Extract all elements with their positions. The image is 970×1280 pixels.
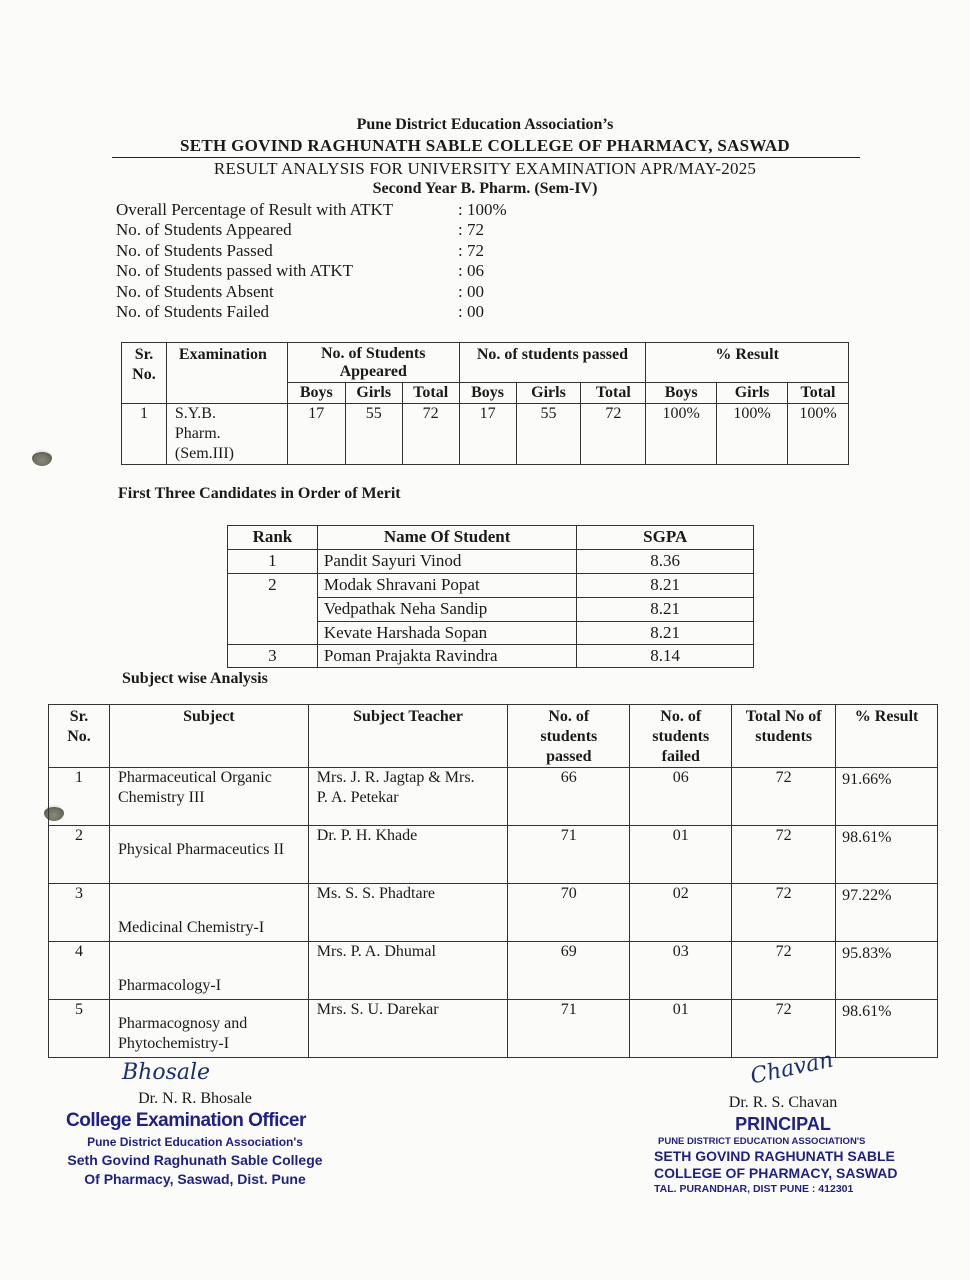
subject-analysis-heading: Subject wise Analysis xyxy=(122,670,268,687)
header-appeared-girls: Girls xyxy=(345,383,402,404)
cell-passed: 70 xyxy=(508,884,630,942)
cell-teacher: Mrs. S. U. Darekar xyxy=(308,1000,508,1058)
header-appeared-boys: Boys xyxy=(287,383,345,404)
principal-stamp-line: SETH GOVIND RAGHUNATH SABLE xyxy=(654,1148,895,1164)
cell-sgpa: 8.21 xyxy=(577,574,754,598)
table-row xyxy=(122,404,849,465)
subject-analysis-table xyxy=(48,704,938,1058)
header-appeared: No. of Students Appeared xyxy=(287,343,459,383)
cell-rank: 2 xyxy=(228,574,318,645)
header-total: Total No of students xyxy=(732,705,836,768)
cell-failed: 01 xyxy=(630,826,732,884)
cell-passed-total: 72 xyxy=(581,404,646,465)
header-teacher: Subject Teacher xyxy=(308,705,508,768)
cell-total: 72 xyxy=(732,826,836,884)
header-sr-no: Sr. No. xyxy=(49,705,110,768)
cell-total: 72 xyxy=(732,1000,836,1058)
exam-summary-table xyxy=(121,342,849,465)
table-row xyxy=(228,550,754,574)
summary-value: : 06 xyxy=(458,261,484,280)
cell-total: 72 xyxy=(732,768,836,826)
principal-signature: Chavan xyxy=(748,1047,836,1090)
cell-subject: Pharmacology-I xyxy=(109,942,308,1000)
cell-student-name: Pandit Sayuri Vinod xyxy=(317,550,577,574)
cell-examination: S.Y.B. Pharm. (Sem.III) xyxy=(166,404,287,465)
exam-officer-signature: Bhosale xyxy=(122,1060,211,1085)
cell-sgpa: 8.21 xyxy=(577,598,754,622)
table-row xyxy=(228,574,754,598)
table-row xyxy=(228,645,754,668)
header-sr-no: Sr. No. xyxy=(122,343,167,404)
year-title: Second Year B. Pharm. (Sem-IV) xyxy=(372,180,598,197)
cell-sgpa: 8.14 xyxy=(577,645,754,668)
cell-passed: 66 xyxy=(508,768,630,826)
header-student-name: Name Of Student xyxy=(317,526,577,550)
exam-officer-signature-block xyxy=(60,1060,330,1189)
cell-result-girls: 100% xyxy=(717,404,788,465)
cell-appeared-girls: 55 xyxy=(345,404,402,465)
cell-teacher: Ms. S. S. Phadtare xyxy=(308,884,508,942)
cell-sgpa: 8.36 xyxy=(577,550,754,574)
table-row xyxy=(49,768,938,826)
header-result: % Result xyxy=(646,343,849,383)
cell-failed: 02 xyxy=(630,884,732,942)
cell-sr-no: 2 xyxy=(49,826,110,884)
cell-sr-no: 4 xyxy=(49,942,110,1000)
table-row xyxy=(49,942,938,1000)
cell-result: 91.66% xyxy=(836,768,938,826)
header-rank: Rank xyxy=(228,526,318,550)
cell-subject: Physical Pharmaceutics II xyxy=(109,826,308,884)
cell-result: 98.61% xyxy=(836,826,938,884)
cell-rank: 1 xyxy=(228,550,318,574)
principal-stamp-line: COLLEGE OF PHARMACY, SASWAD xyxy=(654,1165,898,1181)
cell-subject: Pharmaceutical Organic Chemistry III xyxy=(109,768,308,826)
header-subject: Subject xyxy=(109,705,308,768)
cell-failed: 01 xyxy=(630,1000,732,1058)
cell-teacher: Mrs. P. A. Dhumal xyxy=(308,942,508,1000)
cell-passed-girls: 55 xyxy=(516,404,581,465)
exam-officer-name: Dr. N. R. Bhosale xyxy=(138,1090,252,1107)
cell-passed: 69 xyxy=(508,942,630,1000)
cell-subject: Pharmacognosy and Phytochemistry-I xyxy=(109,1000,308,1058)
college-name: SETH GOVIND RAGHUNATH SABLE COLLEGE OF PHARMACY, SASWAD xyxy=(179,136,790,155)
exam-officer-stamp-line: Of Pharmacy, Saswad, Dist. Pune xyxy=(84,1171,306,1187)
cell-sr-no: 1 xyxy=(122,404,167,465)
header-result-girls: Girls xyxy=(717,383,788,404)
header-passed: No. of students passed xyxy=(459,343,646,383)
cell-result: 98.61% xyxy=(836,1000,938,1058)
cell-passed: 71 xyxy=(508,826,630,884)
cell-failed: 06 xyxy=(630,768,732,826)
summary-value: : 00 xyxy=(458,302,484,321)
summary-value: : 100% xyxy=(458,200,507,219)
header-sgpa: SGPA xyxy=(577,526,754,550)
principal-signature-block xyxy=(648,1047,918,1196)
cell-passed: 71 xyxy=(508,1000,630,1058)
cell-total: 72 xyxy=(732,884,836,942)
association-name: Pune District Education Association’s xyxy=(356,116,614,133)
summary-label: No. of Students Appeared xyxy=(116,220,292,239)
summary-label: Overall Percentage of Result with ATKT xyxy=(116,200,394,219)
cell-student-name: Kevate Harshada Sopan xyxy=(317,622,577,645)
summary-label: No. of Students Passed xyxy=(116,241,273,260)
header-appeared-total: Total xyxy=(402,383,459,404)
summary-value: : 72 xyxy=(458,241,484,260)
cell-student-name: Modak Shravani Popat xyxy=(317,574,577,598)
principal-stamp-line: TAL. PURANDHAR, DIST PUNE : 412301 xyxy=(654,1183,854,1195)
table-row xyxy=(49,884,938,942)
header-result-boys: Boys xyxy=(646,383,717,404)
header-examination: Examination xyxy=(166,343,287,404)
cell-result: 95.83% xyxy=(836,942,938,1000)
principal-stamp-line: PUNE DISTRICT EDUCATION ASSOCIATION'S xyxy=(658,1136,866,1147)
cell-sgpa: 8.21 xyxy=(577,622,754,645)
summary-label: No. of Students Absent xyxy=(116,282,274,301)
cell-teacher: Mrs. J. R. Jagtap & Mrs. P. A. Petekar xyxy=(308,768,508,826)
header-passed-total: Total xyxy=(581,383,646,404)
summary-label: No. of Students passed with ATKT xyxy=(116,261,354,280)
header-failed: No. of students failed xyxy=(630,705,732,768)
cell-total: 72 xyxy=(732,942,836,1000)
cell-teacher: Dr. P. H. Khade xyxy=(308,826,508,884)
header-result: % Result xyxy=(836,705,938,768)
cell-rank: 3 xyxy=(228,645,318,668)
merit-table xyxy=(227,525,754,668)
header-passed: No. of students passed xyxy=(508,705,630,768)
header-divider xyxy=(112,157,860,158)
principal-title: PRINCIPAL xyxy=(735,1114,831,1134)
table-row xyxy=(49,826,938,884)
summary-label: No. of Students Failed xyxy=(116,302,269,321)
header-passed-girls: Girls xyxy=(516,383,581,404)
exam-officer-stamp-line: Pune District Education Association's xyxy=(87,1135,303,1149)
summary-value: : 00 xyxy=(458,282,484,301)
cell-failed: 03 xyxy=(630,942,732,1000)
exam-officer-title: College Examination Officer xyxy=(66,1110,306,1131)
cell-passed-boys: 17 xyxy=(459,404,516,465)
cell-student-name: Poman Prajakta Ravindra xyxy=(317,645,577,668)
result-title: RESULT ANALYSIS FOR UNIVERSITY EXAMINATION APR/MAY-2025 xyxy=(213,159,757,178)
punch-hole-icon xyxy=(32,450,52,466)
cell-appeared-boys: 17 xyxy=(287,404,345,465)
table-row xyxy=(49,1000,938,1058)
exam-officer-stamp-line: Seth Govind Raghunath Sable College xyxy=(67,1152,323,1168)
summary-value: : 72 xyxy=(458,220,484,239)
cell-result-boys: 100% xyxy=(646,404,717,465)
cell-result: 97.22% xyxy=(836,884,938,942)
merit-heading: First Three Candidates in Order of Merit xyxy=(118,485,401,502)
principal-name: Dr. R. S. Chavan xyxy=(728,1094,838,1111)
cell-sr-no: 1 xyxy=(49,768,110,826)
cell-subject: Medicinal Chemistry-I xyxy=(109,884,308,942)
header-passed-boys: Boys xyxy=(459,383,516,404)
header-result-total: Total xyxy=(788,383,849,404)
cell-sr-no: 5 xyxy=(49,1000,110,1058)
cell-appeared-total: 72 xyxy=(402,404,459,465)
cell-student-name: Vedpathak Neha Sandip xyxy=(317,598,577,622)
cell-sr-no: 3 xyxy=(49,884,110,942)
cell-result-total: 100% xyxy=(788,404,849,465)
